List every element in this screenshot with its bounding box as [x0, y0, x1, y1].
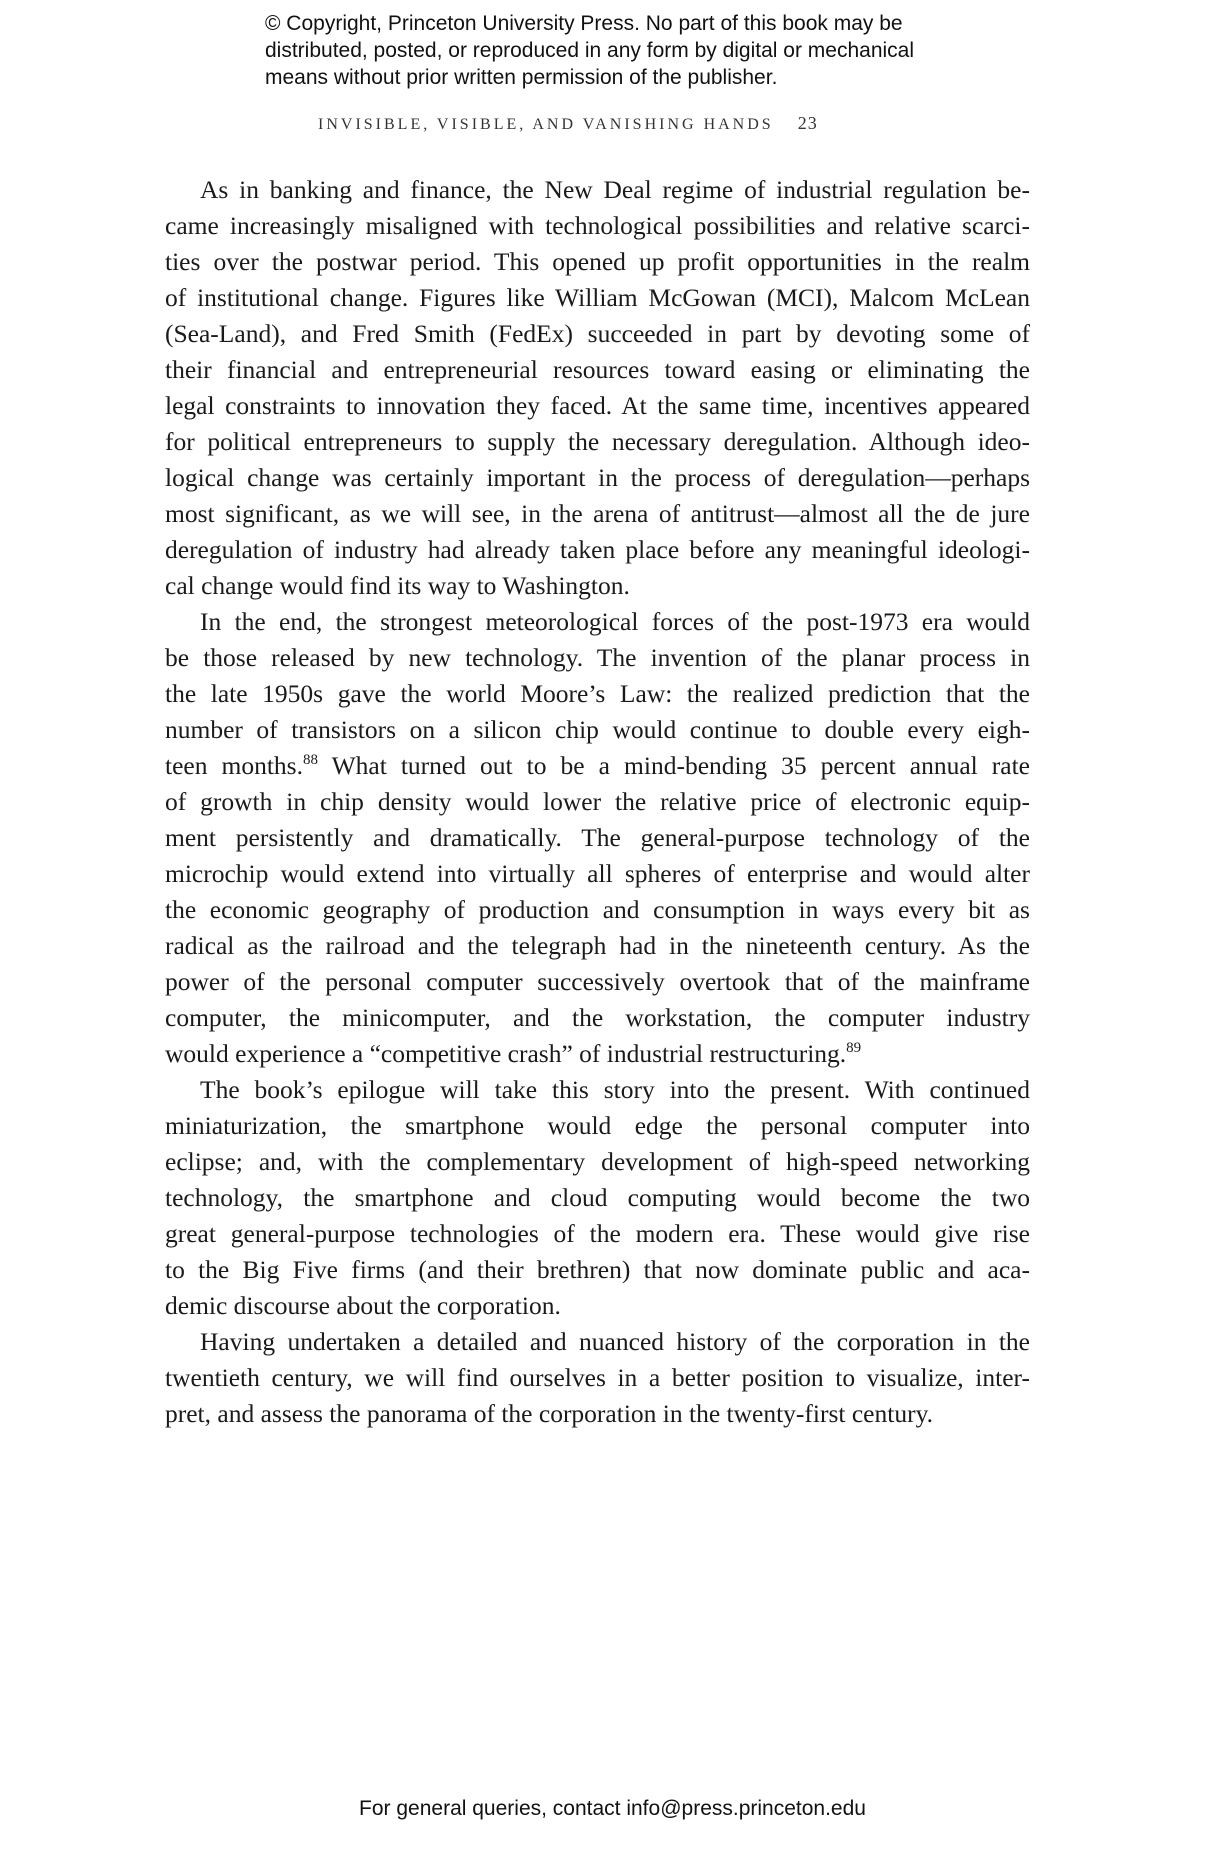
text-line: The book’s epilogue will take this story into the present. With continued — [200, 1075, 1030, 1104]
copyright-line: means without prior written permission of the publisher. — [265, 66, 778, 89]
text-line: the late 1950s gave the world Moore’s Law: the realized prediction that the — [165, 679, 1030, 708]
text-line: (Sea-Land), and Fred Smith (FedEx) succeeded in part by devoting some of — [165, 319, 1030, 348]
footnote-ref-88: 88 — [303, 752, 318, 768]
text-line: cal change would find its way to Washington. — [165, 571, 630, 600]
text-line-with-note — [165, 1036, 1030, 1072]
text-line: miniaturization, the smartphone would edge the personal computer into — [165, 1111, 1030, 1140]
footer-contact: For general queries, contact info@press.princeton.edu — [359, 1797, 866, 1820]
text-line: pret, and assess the panorama of the corporation in the twenty-first century. — [165, 1399, 934, 1428]
text-line: came increasingly misaligned with technological possibilities and relative scarci- — [165, 211, 1030, 240]
text-line: twentieth century, we will find ourselves in a better position to visualize, inter- — [165, 1363, 1030, 1392]
text-line: computer, the minicomputer, and the workstation, the computer industry — [165, 1003, 1030, 1032]
text-line: number of transistors on a silicon chip would continue to double every eigh- — [165, 715, 1030, 744]
text-line: their financial and entrepreneurial resources toward easing or eliminating the — [165, 355, 1030, 384]
text-line: for political entrepreneurs to supply the necessary deregulation. Although ideo- — [165, 427, 1030, 456]
text-segment: What turned out to be a mind-bending 35 percent annual rate — [318, 751, 1030, 780]
text-line: of growth in chip density would lower the relative price of electronic equip- — [165, 787, 1030, 816]
text-line: logical change was certainly important in the process of deregulation—perhaps — [165, 463, 1030, 492]
text-line: As in banking and finance, the New Deal regime of industrial regulation be- — [200, 175, 1030, 204]
text-line: most significant, as we will see, in the arena of antitrust—almost all the de jure — [165, 499, 1030, 528]
text-line: microchip would extend into virtually all spheres of enterprise and would alter — [165, 859, 1030, 888]
text-line: eclipse; and, with the complementary development of high-speed networking — [165, 1147, 1030, 1176]
text-line: Having undertaken a detailed and nuanced history of the corporation in the — [200, 1327, 1030, 1356]
text-segment: would experience a “competitive crash” of industrial restructuring. — [165, 1039, 847, 1068]
text-line: of institutional change. Figures like William McGowan (MCI), Malcom McLean — [165, 283, 1030, 312]
text-segment: teen months. — [165, 751, 303, 780]
text-line: ment persistently and dramatically. The general-purpose technology of the — [165, 823, 1030, 852]
body-text — [165, 172, 1030, 1432]
text-line: radical as the railroad and the telegraph had in the nineteenth century. As the — [165, 931, 1030, 960]
footnote-ref-89: 89 — [846, 1040, 862, 1056]
copyright-line: © Copyright, Princeton University Press. No part of this book may be — [265, 12, 903, 35]
text-line: ties over the postwar period. This opened up profit opportunities in the realm — [165, 247, 1030, 276]
text-line: the economic geography of production and consumption in ways every bit as — [165, 895, 1030, 924]
running-head — [318, 113, 878, 134]
text-line-with-note — [165, 748, 1030, 784]
copyright-line: distributed, posted, or reproduced in any form by digital or mechanical — [265, 39, 915, 62]
text-line: to the Big Five firms (and their brethren) that now dominate public and aca- — [165, 1255, 1030, 1284]
text-line: deregulation of industry had already taken place before any meaningful ideologi- — [165, 535, 1030, 564]
text-line: be those released by new technology. The invention of the planar process in — [165, 643, 1030, 672]
copyright-notice — [265, 10, 1025, 91]
text-line: demic discourse about the corporation. — [165, 1291, 561, 1320]
running-title: INVISIBLE, VISIBLE, AND VANISHING HANDS — [318, 116, 774, 133]
text-line: great general-purpose technologies of the modern era. These would give rise — [165, 1219, 1030, 1248]
text-line: power of the personal computer successively overtook that of the mainframe — [165, 967, 1030, 996]
text-line: In the end, the strongest meteorological forces of the post-1973 era would — [200, 607, 1030, 636]
text-line: legal constraints to innovation they faced. At the same time, incentives appeared — [165, 391, 1030, 420]
text-line: technology, the smartphone and cloud computing would become the two — [165, 1183, 1030, 1212]
page-number: 23 — [797, 113, 818, 133]
